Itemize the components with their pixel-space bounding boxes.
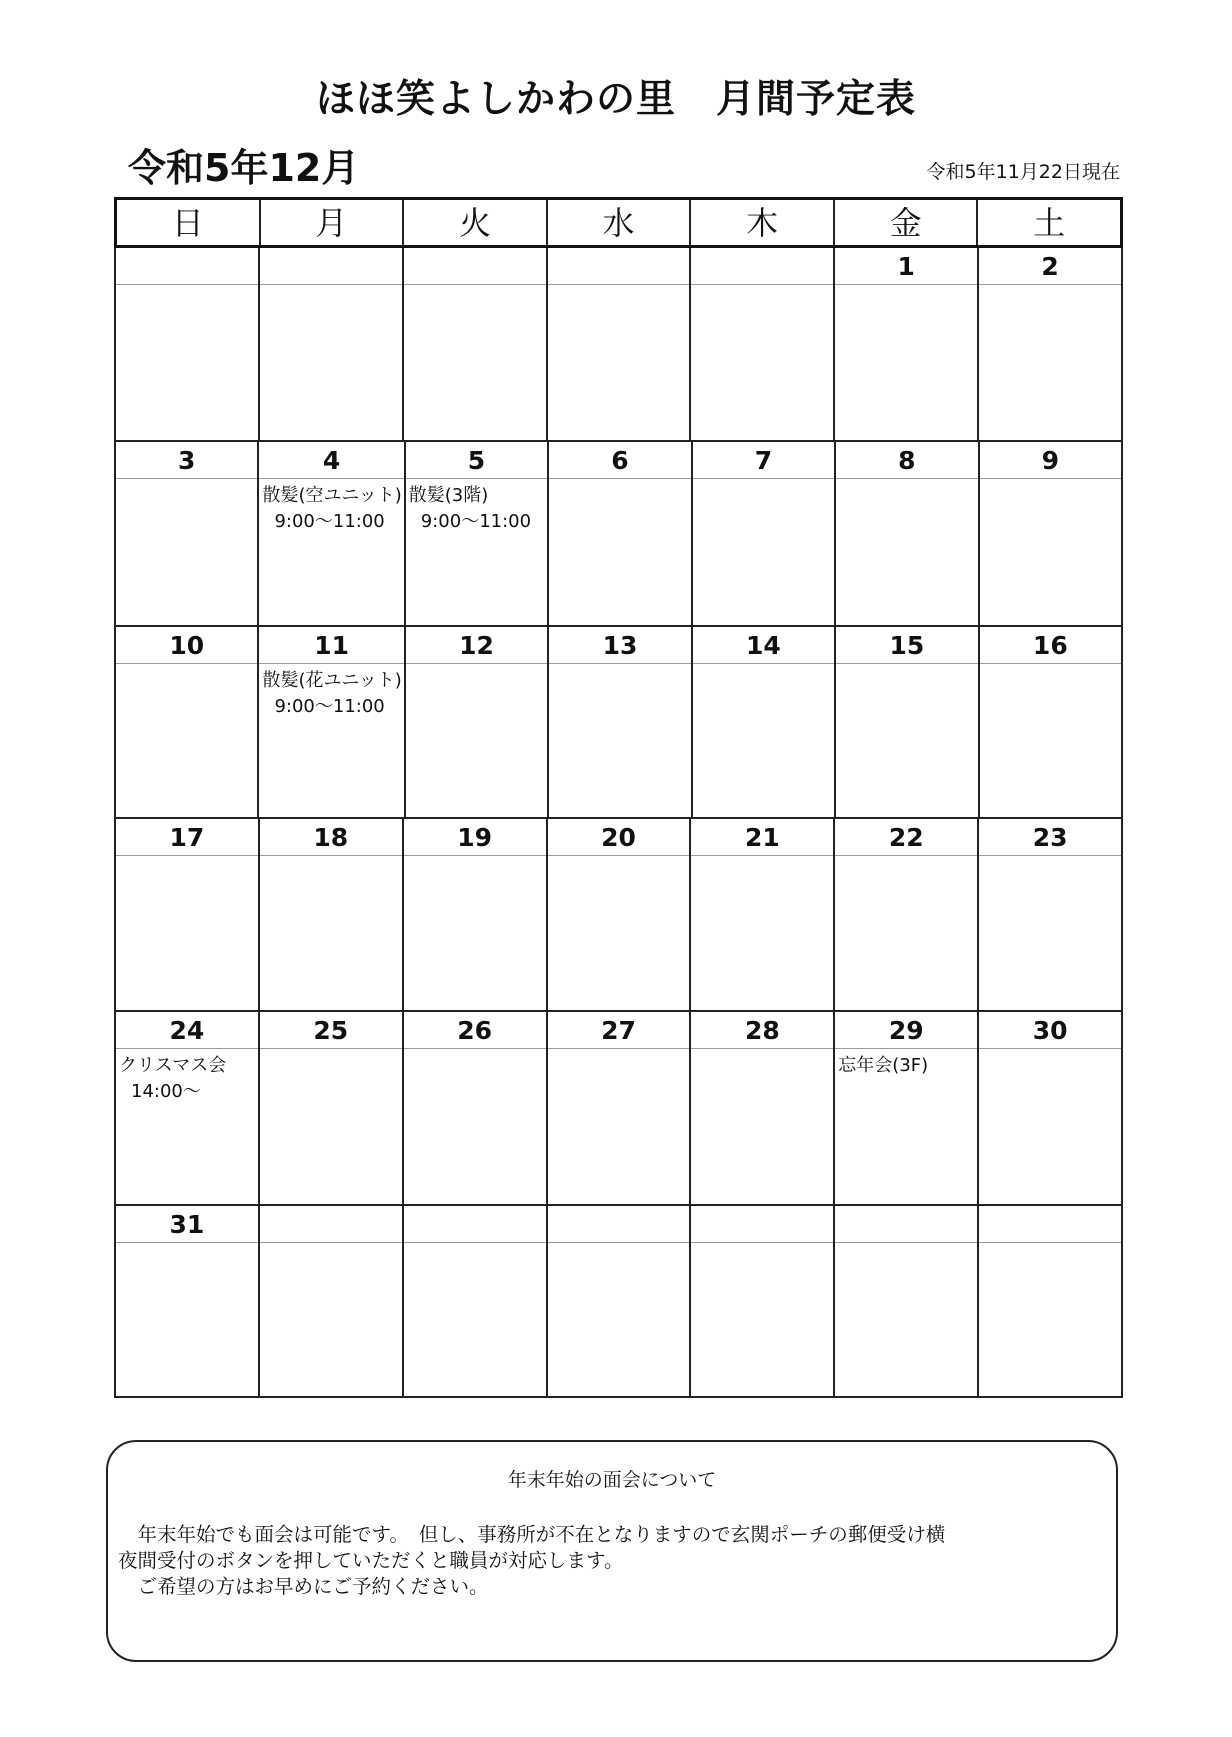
notice-line: 夜間受付のボタンを押していただくと職員が対応します。: [118, 1549, 624, 1572]
day-cell: [406, 627, 549, 817]
day-cell: [691, 248, 835, 440]
day-cell: [259, 627, 405, 817]
day-cell: [404, 248, 548, 440]
day-number: [835, 1206, 977, 1243]
weekday-header-fri: 金: [835, 200, 979, 245]
day-cell: [835, 248, 979, 440]
day-cell: [691, 1012, 835, 1204]
day-number: 14: [693, 627, 834, 664]
day-cell: [116, 442, 259, 625]
day-number: 12: [406, 627, 547, 664]
day-number: 16: [980, 627, 1121, 664]
day-cell: [259, 442, 405, 625]
event-entry: [259, 664, 403, 720]
day-number: 9: [980, 442, 1121, 479]
day-number: 5: [406, 442, 547, 479]
day-cell: [549, 627, 692, 817]
weekday-header-tue: 火: [404, 200, 548, 245]
day-cell: [260, 248, 404, 440]
event-name: 散髪(花ユニット): [262, 670, 402, 691]
calendar-week-row: [116, 1206, 1121, 1396]
day-cell: [835, 1206, 979, 1396]
day-number: 15: [836, 627, 977, 664]
day-cell: [835, 819, 979, 1010]
day-number: 13: [549, 627, 690, 664]
day-number: 30: [979, 1012, 1121, 1049]
event-name: 忘年会(3F): [838, 1055, 929, 1076]
day-cell: [691, 819, 835, 1010]
day-cell: [404, 1012, 548, 1204]
event-time: 9:00～11:00: [274, 696, 385, 717]
day-number: [548, 248, 690, 285]
weekday-header-sat: 土: [1033, 203, 1066, 242]
notice-line: ご希望の方はお早めにご予約ください。: [118, 1575, 489, 1598]
notice-line: 年末年始でも面会は可能です。 但し、事務所が不在となりますので玄関ポーチの郵便受け横: [118, 1523, 946, 1546]
day-cell: [116, 627, 259, 817]
day-cell: [693, 627, 836, 817]
weekday-header-thu: 木: [691, 200, 835, 245]
notice-body: [118, 1522, 1102, 1600]
day-number: 2: [979, 248, 1121, 285]
day-number: 11: [259, 627, 403, 664]
day-cell: [116, 248, 260, 440]
day-cell: [116, 1206, 260, 1396]
day-number: [548, 1206, 690, 1243]
day-number: 24: [116, 1012, 258, 1049]
day-cell: [548, 819, 692, 1010]
calendar-week-row: [116, 442, 1121, 627]
calendar-table: [114, 197, 1123, 1398]
day-number: [979, 1206, 1121, 1243]
day-number: [260, 1206, 402, 1243]
day-cell: [548, 1206, 692, 1396]
day-number: 29: [835, 1012, 977, 1049]
event-entry: [406, 479, 547, 535]
day-cell: [693, 442, 836, 625]
event-name: 散髪(空ユニット): [262, 485, 402, 506]
calendar-week-row: [116, 627, 1121, 819]
day-number: 27: [548, 1012, 690, 1049]
day-number: 4: [259, 442, 403, 479]
day-number: 25: [260, 1012, 402, 1049]
day-cell: [260, 1012, 404, 1204]
day-cell: [548, 1012, 692, 1204]
event-entry: [116, 1049, 258, 1105]
event-entry: [259, 479, 403, 535]
day-cell: [980, 442, 1121, 625]
day-cell: [980, 627, 1121, 817]
day-number: 8: [836, 442, 977, 479]
day-number: 23: [979, 819, 1121, 856]
as-of-date: 令和5年11月22日現在: [926, 161, 1120, 183]
day-number: 10: [116, 627, 257, 664]
day-cell: [549, 442, 692, 625]
day-number: 7: [693, 442, 834, 479]
day-number: 31: [116, 1206, 258, 1243]
event-time: 9:00～11:00: [420, 511, 532, 532]
event-name: クリスマス会: [119, 1055, 227, 1076]
day-cell: [835, 1012, 979, 1204]
day-number: [691, 248, 833, 285]
event-entry: [835, 1049, 977, 1079]
weekday-header-row: [114, 197, 1123, 248]
day-number: 28: [691, 1012, 833, 1049]
day-number: [404, 1206, 546, 1243]
day-number: 21: [691, 819, 833, 856]
day-cell: [260, 1206, 404, 1396]
day-number: 19: [404, 819, 546, 856]
notice-box: [106, 1440, 1118, 1662]
day-cell: [979, 248, 1121, 440]
notice-title: 年末年始の面会について: [507, 1469, 717, 1491]
event-time: 9:00～11:00: [274, 511, 385, 532]
day-cell: [116, 819, 260, 1010]
day-cell: [691, 1206, 835, 1396]
day-number: 6: [549, 442, 690, 479]
day-number: [116, 248, 258, 285]
day-number: 17: [116, 819, 258, 856]
day-number: 1: [835, 248, 977, 285]
day-number: 22: [835, 819, 977, 856]
day-cell: [260, 819, 404, 1010]
calendar-week-row: [116, 1012, 1121, 1206]
weekday-header-wed: 水: [548, 200, 692, 245]
day-number: 3: [116, 442, 257, 479]
calendar-week-row: [116, 248, 1121, 442]
calendar-week-row: [116, 819, 1121, 1012]
event-name: 散髪(3階): [408, 485, 489, 506]
weekday-header-sun: 日: [117, 200, 261, 245]
day-cell: [548, 248, 692, 440]
day-number: [691, 1206, 833, 1243]
event-time: 14:00～: [131, 1081, 201, 1102]
day-number: 26: [404, 1012, 546, 1049]
weekday-header-mon: 月: [261, 200, 405, 245]
day-cell: [406, 442, 549, 625]
page-title: ほほ笑よしかわの里 月間予定表: [315, 77, 916, 122]
day-cell: [836, 627, 979, 817]
day-cell: [116, 1012, 260, 1204]
day-number: [260, 248, 402, 285]
calendar-body: [116, 248, 1121, 1396]
day-number: 20: [548, 819, 690, 856]
calendar-month: 令和5年12月: [128, 146, 360, 190]
day-cell: [979, 1012, 1121, 1204]
day-cell: [404, 1206, 548, 1396]
day-number: 18: [260, 819, 402, 856]
day-number: [404, 248, 546, 285]
day-cell: [836, 442, 979, 625]
day-cell: [979, 819, 1121, 1010]
day-cell: [979, 1206, 1121, 1396]
day-cell: [404, 819, 548, 1010]
